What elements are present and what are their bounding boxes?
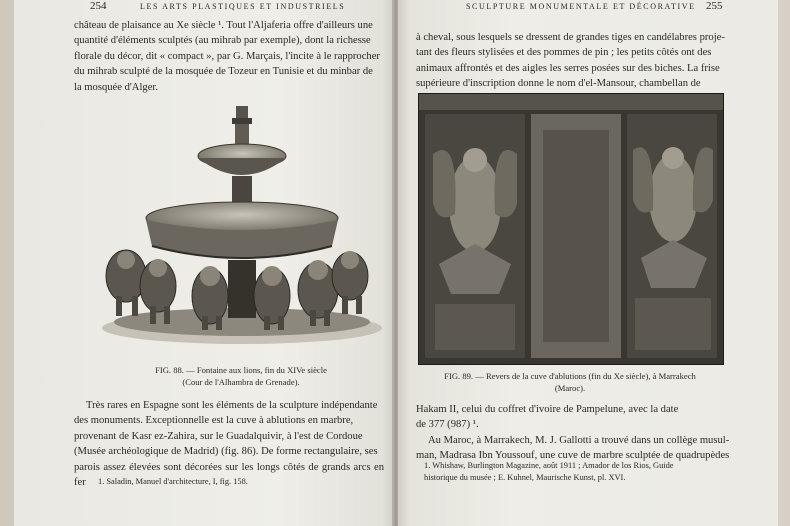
footnote-line: historique du musée ; E. Kuhnel, Maurische Kunst, pl. XVI. — [424, 473, 626, 482]
left-intro-paragraph — [74, 18, 384, 95]
text-line: animaux affrontés et des aigles les serres posées sur des biches. La frise — [416, 62, 720, 74]
text-line: provenant de Kasr ez-Zahira, sur le Guadalquivir, à l'est de Cordoue — [74, 430, 363, 442]
background-edge-left — [0, 0, 14, 526]
figure-89-caption — [418, 370, 722, 394]
text-line: man, Madrasa Ibn Youssouf, une cuve de marbre sculptée de quadrupèdes — [416, 450, 730, 462]
text-line: supérieure d'inscription donne le nom d'el-Mansour, chambellan de — [416, 78, 701, 90]
left-footnote: 1. Saladin, Manuel d'architecture, I, fig. 158. — [98, 477, 248, 486]
text-line: Au Maroc, à Marrakech, M. J. Gallotti a trouvé dans un collège musul- — [428, 434, 730, 446]
caption-line: FIG. 88. — Fontaine aux lions, fin du XIVe siècle — [155, 365, 327, 375]
text-line: parois assez élevées sont décorées sur les longs côtés de grands arcs en fer — [74, 461, 384, 489]
figure-88-caption — [106, 364, 376, 388]
caption-line: FIG. 89. — Revers de la cuve d'ablutions (fin du Xe siècle), à Marrakech — [444, 371, 696, 381]
figure-89-basin-photo — [418, 93, 724, 365]
right-page-number: 255 — [706, 0, 723, 12]
caption-line: (Cour de l'Alhambra de Grenade). — [182, 377, 300, 387]
right-page — [398, 0, 778, 526]
text-line: château de plaisance au Xe siècle ¹. Tout l'Aljaferia offre d'ailleurs une — [74, 20, 373, 31]
text-line: la mosquée d'Alger. — [74, 81, 158, 93]
text-line: Très rares en Espagne sont les éléments de la sculpture indépendante — [86, 400, 378, 411]
text-line: (Musée archéologique de Madrid) (fig. 86). De forme rectangulaire, ses — [74, 446, 378, 458]
text-line: du mihrab sculpté de la mosquée de Tozeur en Tunisie et du minbar de — [74, 66, 373, 78]
text-line: Hakam II, celui du coffret d'ivoire de Pampelune, avec la date — [416, 404, 679, 415]
left-running-head: LES ARTS PLASTIQUES ET INDUSTRIELS — [140, 2, 346, 11]
text-line: tant des fleurs stylisées et des pommes de pin ; les petits côtés ont des — [416, 47, 712, 59]
right-running-head: SCULPTURE MONUMENTALE ET DÉCORATIVE — [466, 2, 696, 11]
left-page — [14, 0, 394, 526]
background-edge-right — [778, 0, 790, 526]
left-page-number: 254 — [90, 0, 107, 12]
text-line: à cheval, sous lesquels se dressent de grandes tiges en candélabres proje- — [416, 32, 725, 43]
text-line: des monuments. Exceptionnelle est la cuve à ablutions en marbre, — [74, 415, 354, 427]
text-line: florale du décor, dit « compact », par G. Marçais, l'incite à le rapprocher — [74, 50, 380, 62]
caption-line: (Maroc). — [554, 383, 586, 393]
text-line: quantité d'éléments sculptés (au mihrab par exemple), dont la richesse — [74, 35, 371, 47]
lion-fountain-illustration — [92, 100, 382, 350]
footnote-line: 1. Whishaw, Burlington Magazine, août 1911 ; Amador de los Rios, Guide — [424, 461, 674, 470]
carved-basin-illustration — [419, 94, 723, 364]
text-line: de 377 (987) ¹. — [416, 419, 479, 431]
right-body-paragraph — [416, 402, 746, 464]
right-footnote — [424, 460, 748, 484]
figure-88-fountain-image — [92, 100, 382, 350]
right-intro-paragraph — [416, 30, 746, 92]
